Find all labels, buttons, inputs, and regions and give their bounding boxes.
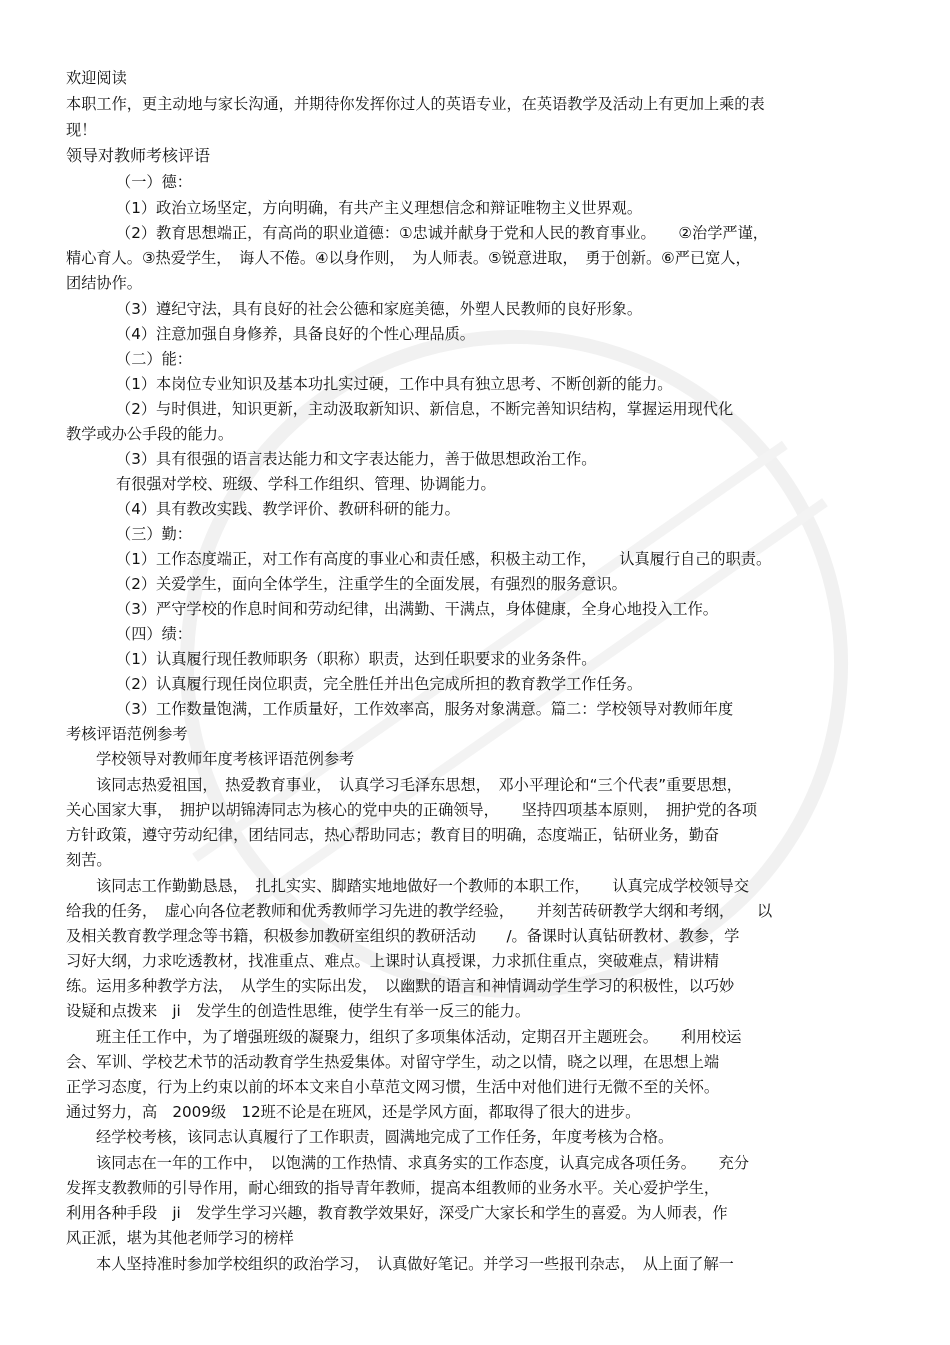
- paragraph-line: 经学校考核，该同志认真履行了工作职责，圆满地完成了工作任务，年度考核为合格。: [96, 1128, 674, 1146]
- list-item: （3）遵纪守法，具有良好的社会公德和家庭美德，外塑人民教师的良好形象。: [116, 300, 643, 318]
- list-item: 考核评语范例参考: [66, 725, 188, 743]
- paragraph-line: 设疑和点拨来 ji 发学生的创造性思维，使学生有举一反三的能力。: [66, 1002, 531, 1020]
- paragraph-line: 会、军训、学校艺术节的活动教育学生热爱集体。对留守学生，动之以情，晓之以理，在思想上端: [66, 1053, 720, 1071]
- paragraph-line: 利用各种手段 ji 发学生学习兴趣，教育教学效果好，深受广大家长和学生的喜爱。为人师表，作: [66, 1204, 728, 1222]
- paragraph-line: 关心国家大事， 拥护以胡锦涛同志为核心的党中央的正确领导， 坚持四项基本原则， 拥护党的各项: [66, 801, 758, 819]
- list-item: 精心育人。③热爱学生， 诲人不倦。④以身作则， 为人师表。⑤锐意进取， 勇于创新。⑥严已宽人，: [66, 249, 751, 267]
- list-item: 教学或办公手段的能力。: [66, 425, 234, 443]
- ji-heading: （四）绩：: [116, 625, 192, 643]
- paragraph-line: 及相关教育教学理念等书籍，积极参加教研室组织的教研活动 /。备课时认真钻研教材、教参，学: [66, 927, 740, 945]
- list-item: （3）工作数量饱满，工作质量好，工作效率高，服务对象满意。篇二：学校领导对教师年度: [116, 700, 734, 718]
- list-item: 有很强对学校、班级、学科工作组织、管理、协调能力。: [116, 475, 496, 493]
- list-item: （2）认真履行现任岗位职责，完全胜任并出色完成所担的教育教学工作任务。: [116, 675, 643, 693]
- qin-heading: （三）勤：: [116, 525, 192, 543]
- paragraph-line: 该同志工作勤勤恳恳， 扎扎实实、脚踏实地地做好一个教师的本职工作， 认真完成学校领导交: [96, 877, 750, 895]
- list-item: 团结协作。: [66, 274, 142, 292]
- paragraph-line: 通过努力，高 2009级 12班不论是在班风，还是学风方面，都取得了很大的进步。: [66, 1103, 641, 1121]
- paragraph-line: 习好大纲，力求吃透教材，找准重点、难点。上课时认真授课，力求抓住重点，突破难点，精讲精: [66, 952, 720, 970]
- de-heading: （一）德：: [116, 173, 192, 191]
- list-item: （1）本岗位专业知识及基本功扎实过硬，工作中具有独立思考、不断创新的能力。: [116, 375, 673, 393]
- paragraph-line: 风正派，堪为其他老师学习的榜样: [66, 1229, 294, 1247]
- neng-heading: （二）能：: [116, 350, 192, 368]
- paragraph-line: 该同志热爱祖国， 热爱教育事业， 认真学习毛泽东思想， 邓小平理论和“三个代表”重要思想，: [96, 776, 742, 794]
- paragraph-line: 该同志在一年的工作中， 以饱满的工作热情、求真务实的工作态度，认真完成各项任务。 充分: [96, 1154, 750, 1172]
- paragraph-line: 方针政策，遵守劳动纪律，团结同志，热心帮助同志；教育目的明确，态度端正，钻研业务，勤奋: [66, 826, 720, 844]
- paragraph-line: 练。运用多种教学方法， 从学生的实际出发， 以幽默的语言和神情调动学生学习的积极性，以巧妙: [66, 977, 735, 995]
- section-title: 学校领导对教师年度考核评语范例参考: [96, 750, 355, 768]
- paragraph-line: 发挥支教教师的引导作用，耐心细致的指导青年教师，提高本组教师的业务水平。关心爱护学生，: [66, 1179, 720, 1197]
- list-item: （2）与时俱进，知识更新，主动汲取新知识、新信息，不断完善知识结构，掌握运用现代化: [116, 400, 734, 418]
- list-item: （2）教育思想端正，有高尚的职业道德：①忠诚并献身于党和人民的教育事业。 ②治学严谨，: [116, 224, 768, 242]
- intro-line: 本职工作，更主动地与家长沟通，并期待你发挥你过人的英语专业，在英语教学及活动上有更加上乘的表: [66, 95, 765, 113]
- paragraph-line: 班主任工作中，为了增强班级的凝聚力，组织了多项集体活动，定期召开主题班会。 利用校运: [96, 1028, 742, 1046]
- list-item: （2）关爱学生，面向全体学生，注重学生的全面发展，有强烈的服务意识。: [116, 575, 627, 593]
- list-item: （3）严守学校的作息时间和劳动纪律，出满勤、干满点，身体健康，全身心地投入工作。: [116, 600, 718, 618]
- paragraph-line: 给我的任务， 虚心向各位老教师和优秀教师学习先进的教学经验， 并刻苦砖研教学大纲和考纲， 以: [66, 902, 773, 920]
- list-item: （1）政治立场坚定，方向明确，有共产主义理想信念和辩证唯物主义世界观。: [116, 199, 643, 217]
- welcome-text: 欢迎阅读: [66, 69, 127, 87]
- paragraph-line: 本人坚持准时参加学校组织的政治学习， 认真做好笔记。并学习一些报刊杂志， 从上面了解一: [96, 1255, 734, 1273]
- list-item: （1）认真履行现任教师职务（职称）职责，达到任职要求的业务条件。: [116, 650, 597, 668]
- list-item: （1）工作态度端正，对工作有高度的事业心和责任感，积极主动工作， 认真履行自己的职责。: [116, 550, 772, 568]
- list-item: （4）具有教改实践、教学评价、教研科研的能力。: [116, 500, 460, 518]
- section-title: 领导对教师考核评语: [66, 146, 211, 165]
- list-item: （4）注意加强自身修养，具备良好的个性心理品质。: [116, 325, 475, 343]
- intro-line: 现！: [66, 121, 97, 139]
- paragraph-line: 正学习态度，行为上约束以前的坏本文来自小草范文网习惯，生活中对他们进行无微不至的关怀。: [66, 1078, 720, 1096]
- paragraph-line: 刻苦。: [66, 851, 112, 869]
- list-item: （3）具有很强的语言表达能力和文字表达能力，善于做思想政治工作。: [116, 450, 597, 468]
